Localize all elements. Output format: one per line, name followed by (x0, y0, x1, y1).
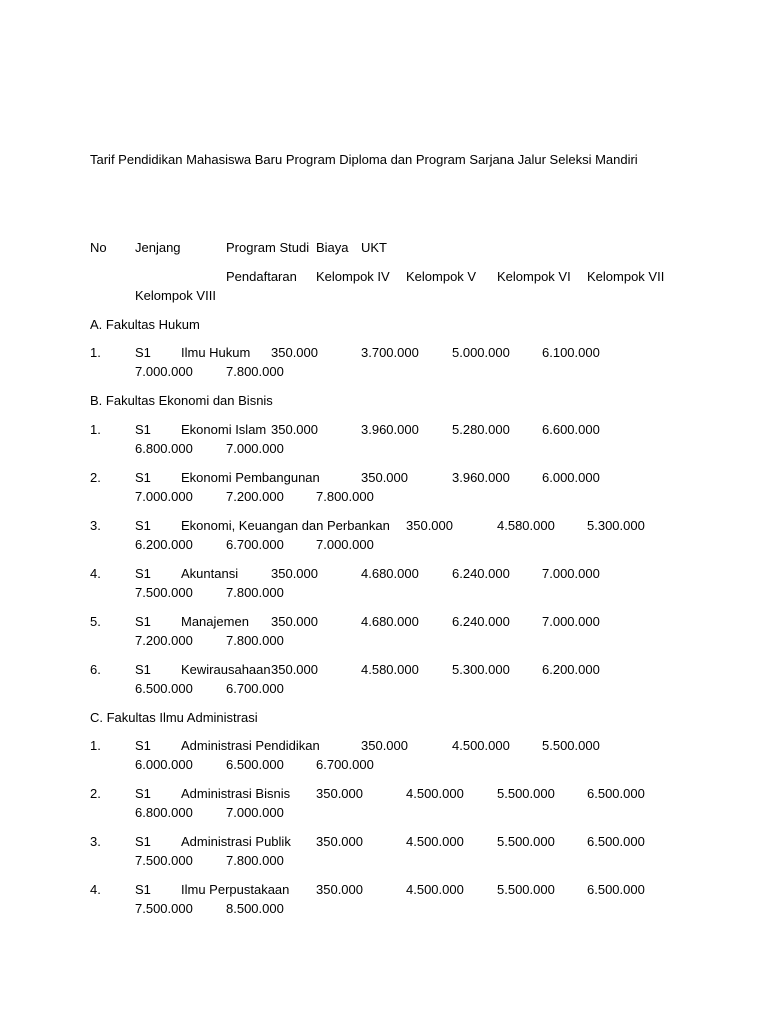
row-biaya: 350.000 (271, 662, 318, 677)
row-jenjang: S1 (135, 738, 151, 753)
row-no: 4. (90, 882, 101, 897)
row-ukt-value: 7.800.000 (226, 633, 284, 648)
row-jenjang: S1 (135, 614, 151, 629)
row-ukt-value: 6.800.000 (135, 805, 193, 820)
row-ukt-value: 4.500.000 (406, 834, 464, 849)
row-no: 3. (90, 518, 101, 533)
row-ukt-value: 5.500.000 (497, 834, 555, 849)
section-heading: B. Fakultas Ekonomi dan Bisnis (90, 393, 273, 408)
row-ukt-value: 5.500.000 (497, 786, 555, 801)
row-prodi: Akuntansi (181, 566, 239, 581)
row-biaya: 350.000 (271, 345, 318, 360)
header-ukt: UKT (361, 240, 387, 255)
row-ukt-value: 7.500.000 (135, 901, 193, 916)
row-prodi: Ekonomi Islam (181, 422, 267, 437)
row-ukt-value: 6.800.000 (135, 441, 193, 456)
section-heading: A. Fakultas Hukum (90, 317, 200, 332)
row-biaya: 350.000 (361, 470, 408, 485)
row-ukt-value: 5.500.000 (497, 882, 555, 897)
row-ukt-value: 5.300.000 (587, 518, 645, 533)
row-ukt-value: 7.000.000 (135, 489, 193, 504)
row-prodi: Ekonomi, Keuangan dan Perbankan (181, 518, 390, 533)
row-no: 6. (90, 662, 101, 677)
header-kelompok-6: Kelompok VI (497, 269, 571, 284)
header-kelompok-5: Kelompok V (406, 269, 477, 284)
document-title: Tarif Pendidikan Mahasiswa Baru Program Diploma dan Program Sarjana Jalur Seleksi Mandiri (90, 152, 638, 167)
row-biaya: 350.000 (406, 518, 453, 533)
header-jenjang: Jenjang (135, 240, 181, 255)
row-ukt-value: 6.500.000 (135, 681, 193, 696)
row-biaya: 350.000 (316, 786, 363, 801)
row-ukt-value: 7.000.000 (542, 614, 600, 629)
row-ukt-value: 7.800.000 (316, 489, 374, 504)
row-no: 5. (90, 614, 101, 629)
row-ukt-value: 6.600.000 (542, 422, 600, 437)
row-jenjang: S1 (135, 566, 151, 581)
row-biaya: 350.000 (271, 566, 318, 581)
row-biaya: 350.000 (271, 422, 318, 437)
header-program-studi: Program Studi (226, 240, 310, 255)
row-ukt-value: 6.200.000 (135, 537, 193, 552)
row-ukt-value: 6.500.000 (587, 882, 645, 897)
row-prodi: Administrasi Pendidikan (181, 738, 320, 753)
row-jenjang: S1 (135, 662, 151, 677)
row-no: 1. (90, 738, 101, 753)
row-no: 1. (90, 422, 101, 437)
row-ukt-value: 5.000.000 (452, 345, 510, 360)
row-ukt-value: 3.960.000 (452, 470, 510, 485)
row-ukt-value: 4.680.000 (361, 614, 419, 629)
row-ukt-value: 7.800.000 (226, 364, 284, 379)
row-prodi: Administrasi Bisnis (181, 786, 291, 801)
row-ukt-value: 8.500.000 (226, 901, 284, 916)
row-ukt-value: 6.700.000 (316, 757, 374, 772)
row-ukt-value: 7.800.000 (226, 585, 284, 600)
row-no: 1. (90, 345, 101, 360)
row-ukt-value: 6.500.000 (587, 834, 645, 849)
row-ukt-value: 7.800.000 (226, 853, 284, 868)
header-no: No (90, 240, 107, 255)
row-ukt-value: 6.500.000 (587, 786, 645, 801)
header-kelompok-8: Kelompok VIII (135, 288, 216, 303)
row-jenjang: S1 (135, 345, 151, 360)
row-prodi: Administrasi Publik (181, 834, 291, 849)
row-ukt-value: 7.000.000 (316, 537, 374, 552)
row-ukt-value: 7.000.000 (226, 805, 284, 820)
row-prodi: Kewirausahaan (181, 662, 271, 677)
row-no: 3. (90, 834, 101, 849)
row-biaya: 350.000 (316, 834, 363, 849)
row-ukt-value: 5.300.000 (452, 662, 510, 677)
row-jenjang: S1 (135, 882, 151, 897)
row-ukt-value: 7.000.000 (542, 566, 600, 581)
row-jenjang: S1 (135, 786, 151, 801)
row-jenjang: S1 (135, 518, 151, 533)
row-biaya: 350.000 (361, 738, 408, 753)
header-kelompok-7: Kelompok VII (587, 269, 665, 284)
row-ukt-value: 4.680.000 (361, 566, 419, 581)
row-ukt-value: 6.000.000 (542, 470, 600, 485)
row-no: 4. (90, 566, 101, 581)
header-kelompok-4: Kelompok IV (316, 269, 390, 284)
row-ukt-value: 6.200.000 (542, 662, 600, 677)
row-ukt-value: 7.000.000 (135, 364, 193, 379)
row-prodi: Manajemen (181, 614, 249, 629)
row-ukt-value: 4.580.000 (361, 662, 419, 677)
row-ukt-value: 6.240.000 (452, 566, 510, 581)
row-ukt-value: 6.240.000 (452, 614, 510, 629)
row-ukt-value: 4.500.000 (452, 738, 510, 753)
row-ukt-value: 7.500.000 (135, 853, 193, 868)
row-biaya: 350.000 (271, 614, 318, 629)
row-no: 2. (90, 470, 101, 485)
row-ukt-value: 3.960.000 (361, 422, 419, 437)
header-biaya: Biaya (316, 240, 349, 255)
section-heading: C. Fakultas Ilmu Administrasi (90, 710, 258, 725)
row-ukt-value: 7.000.000 (226, 441, 284, 456)
row-ukt-value: 7.200.000 (135, 633, 193, 648)
row-ukt-value: 6.500.000 (226, 757, 284, 772)
row-jenjang: S1 (135, 470, 151, 485)
row-ukt-value: 4.580.000 (497, 518, 555, 533)
row-biaya: 350.000 (316, 882, 363, 897)
row-ukt-value: 4.500.000 (406, 786, 464, 801)
row-prodi: Ilmu Hukum (181, 345, 251, 360)
row-ukt-value: 6.000.000 (135, 757, 193, 772)
row-jenjang: S1 (135, 834, 151, 849)
row-ukt-value: 3.700.000 (361, 345, 419, 360)
row-no: 2. (90, 786, 101, 801)
row-ukt-value: 7.500.000 (135, 585, 193, 600)
row-jenjang: S1 (135, 422, 151, 437)
row-ukt-value: 6.100.000 (542, 345, 600, 360)
row-prodi: Ilmu Perpustakaan (181, 882, 290, 897)
header-pendaftaran: Pendaftaran (226, 269, 297, 284)
row-ukt-value: 4.500.000 (406, 882, 464, 897)
row-prodi: Ekonomi Pembangunan (181, 470, 320, 485)
row-ukt-value: 6.700.000 (226, 537, 284, 552)
row-ukt-value: 6.700.000 (226, 681, 284, 696)
row-ukt-value: 5.500.000 (542, 738, 600, 753)
row-ukt-value: 7.200.000 (226, 489, 284, 504)
row-ukt-value: 5.280.000 (452, 422, 510, 437)
